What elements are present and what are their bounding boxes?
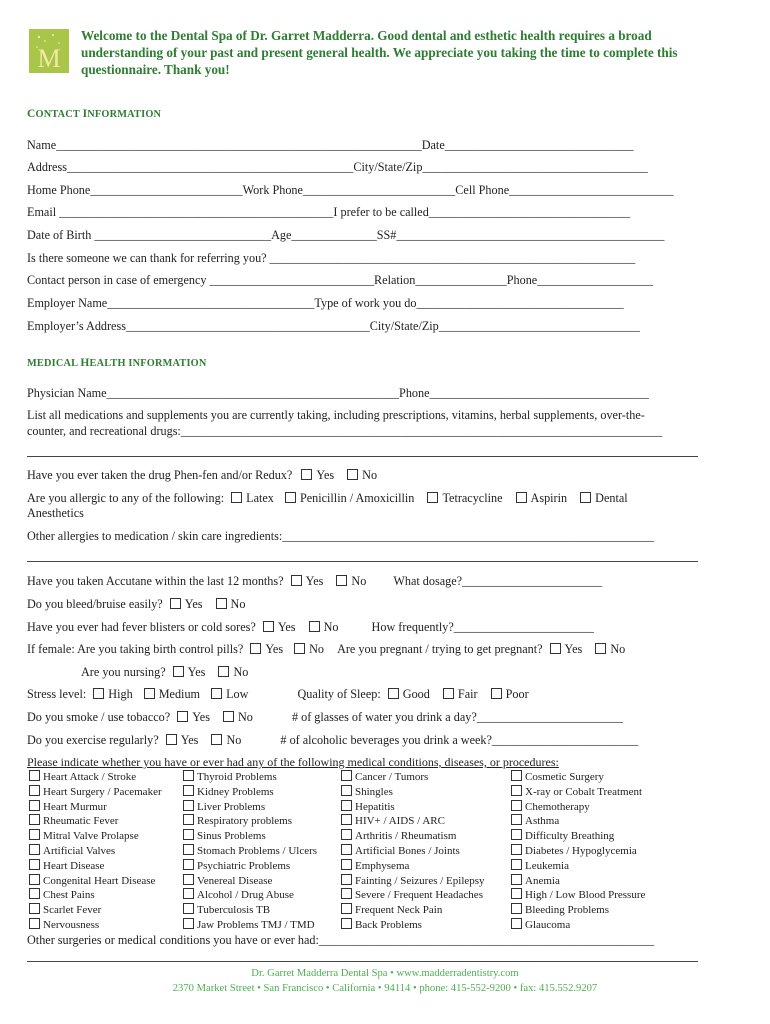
condition-item[interactable] bbox=[29, 800, 162, 815]
medical-health-heading: MEDICAL HEALTH INFORMATION bbox=[27, 357, 207, 369]
condition-checkbox[interactable] bbox=[183, 874, 194, 885]
condition-checkbox[interactable] bbox=[341, 785, 352, 796]
other-surgeries-row[interactable]: Other surgeries or medical conditions you have or ever had:_______________________________________________________ bbox=[27, 933, 655, 947]
surgeries-blank-line[interactable] bbox=[27, 961, 698, 962]
condition-checkbox[interactable] bbox=[341, 874, 352, 885]
pregnant-yes-checkbox[interactable] bbox=[550, 643, 561, 654]
smoke-no-checkbox[interactable] bbox=[223, 711, 234, 722]
frequency-field[interactable]: How frequently?_______________________ bbox=[371, 620, 594, 634]
condition-label: Jaw Problems TMJ / TMD bbox=[197, 918, 315, 931]
stress-low-checkbox[interactable] bbox=[211, 688, 222, 699]
condition-label: Back Problems bbox=[355, 918, 422, 931]
medications-line-1: List all medications and supplements you are currently taking, including prescriptions, vitamins, herbal supplements, over-the- bbox=[27, 408, 645, 422]
penicillin-checkbox[interactable] bbox=[285, 492, 296, 503]
condition-label: Thyroid Problems bbox=[197, 771, 277, 783]
condition-item[interactable] bbox=[29, 785, 162, 800]
tetracycline-checkbox[interactable] bbox=[427, 492, 438, 503]
condition-checkbox[interactable] bbox=[29, 903, 40, 914]
condition-label: Mitral Valve Prolapse bbox=[43, 830, 139, 843]
stress-high-checkbox[interactable] bbox=[93, 688, 104, 699]
smoke-row: Do you smoke / use tobacco? Yes No # of glasses of water you drink a day?________________________ bbox=[27, 710, 623, 724]
condition-label: Venereal Disease bbox=[197, 874, 273, 887]
condition-label: Chest Pains bbox=[43, 889, 95, 902]
contact-information-heading: CONTACT INFORMATION bbox=[27, 108, 162, 120]
condition-label: Artificial Bones / Joints bbox=[355, 844, 460, 857]
condition-item[interactable] bbox=[29, 844, 162, 859]
condition-label: Difficulty Breathing bbox=[525, 830, 615, 843]
condition-label: HIV+ / AIDS / ARC bbox=[355, 815, 445, 828]
condition-checkbox[interactable] bbox=[183, 785, 194, 796]
accutane-no-checkbox[interactable] bbox=[336, 575, 347, 586]
condition-label: Scarlet Fever bbox=[43, 904, 102, 917]
sleep-fair-checkbox[interactable] bbox=[443, 688, 454, 699]
condition-item[interactable] bbox=[183, 859, 317, 874]
conditions-column-4 bbox=[511, 770, 645, 933]
condition-checkbox[interactable] bbox=[183, 844, 194, 855]
spa-logo bbox=[29, 29, 69, 73]
condition-label: Leukemia bbox=[525, 859, 569, 872]
medications-line-2[interactable]: counter, and recreational drugs:_______________________________________________________________________________ bbox=[27, 424, 663, 438]
condition-label: X-ray or Cobalt Treatment bbox=[525, 785, 643, 798]
condition-checkbox[interactable] bbox=[183, 814, 194, 825]
latex-checkbox[interactable] bbox=[231, 492, 242, 503]
emergency-contact-row[interactable]: Contact person in case of emergency ___________________________Relation_______________Phone___________________ bbox=[27, 273, 654, 287]
condition-label: Alcohol / Drug Abuse bbox=[197, 889, 294, 902]
condition-label: Heart Surgery / Pacemaker bbox=[43, 785, 162, 798]
condition-label: Glaucoma bbox=[525, 918, 571, 931]
exercise-no-checkbox[interactable] bbox=[211, 734, 222, 745]
condition-item[interactable] bbox=[511, 844, 645, 859]
water-field[interactable]: # of glasses of water you drink a day?________________________ bbox=[291, 710, 623, 724]
birth-control-row: If female: Are you taking birth control pills? Yes No Are you pregnant / trying to get pregnant? Yes No bbox=[27, 642, 626, 656]
condition-item[interactable] bbox=[511, 859, 645, 874]
condition-label: Psychiatric Problems bbox=[197, 859, 291, 872]
condition-checkbox[interactable] bbox=[341, 770, 352, 781]
condition-label: Heart Attack / Stroke bbox=[43, 771, 137, 783]
medications-blank-line[interactable] bbox=[27, 456, 698, 457]
condition-label: Fainting / Seizures / Epilepsy bbox=[355, 874, 485, 887]
condition-item[interactable] bbox=[29, 874, 162, 889]
nursing-no-checkbox[interactable] bbox=[218, 666, 229, 677]
condition-label: Frequent Neck Pain bbox=[355, 904, 443, 917]
phen-fen-row: Have you ever taken the drug Phen-fen and/or Redux? Yes No bbox=[27, 468, 378, 482]
condition-item[interactable] bbox=[341, 918, 485, 933]
dosage-field[interactable]: What dosage?_______________________ bbox=[393, 574, 603, 588]
bleed-row: Do you bleed/bruise easily? Yes No bbox=[27, 597, 246, 611]
condition-item[interactable] bbox=[341, 888, 485, 903]
condition-checkbox[interactable] bbox=[511, 918, 522, 929]
condition-item[interactable] bbox=[183, 918, 317, 933]
condition-label: Anemia bbox=[525, 874, 560, 887]
condition-item[interactable] bbox=[341, 814, 485, 829]
condition-checkbox[interactable] bbox=[183, 888, 194, 899]
condition-checkbox[interactable] bbox=[29, 829, 40, 840]
bleed-yes-checkbox[interactable] bbox=[170, 598, 181, 609]
condition-label: Heart Murmur bbox=[43, 800, 107, 813]
condition-item[interactable] bbox=[341, 829, 485, 844]
condition-checkbox[interactable] bbox=[511, 874, 522, 885]
condition-item[interactable] bbox=[183, 800, 317, 815]
conditions-intro: Please indicate whether you have or ever had any of the following medical conditions, diseases, or procedures: bbox=[27, 755, 559, 769]
condition-item[interactable] bbox=[29, 918, 162, 933]
condition-checkbox[interactable] bbox=[341, 903, 352, 914]
accutane-yes-checkbox[interactable] bbox=[291, 575, 302, 586]
blisters-row: Have you ever had fever blisters or cold sores? Yes No How frequently?_______________________ bbox=[27, 620, 594, 634]
condition-checkbox[interactable] bbox=[29, 844, 40, 855]
condition-checkbox[interactable] bbox=[511, 844, 522, 855]
condition-item[interactable] bbox=[341, 844, 485, 859]
other-allergies-row[interactable]: Other allergies to medication / skin care ingredients:_____________________________________________________________ bbox=[27, 529, 655, 543]
logo-graphic bbox=[29, 29, 69, 73]
condition-item[interactable] bbox=[341, 770, 485, 785]
condition-label: Liver Problems bbox=[197, 800, 266, 813]
condition-item[interactable] bbox=[29, 903, 162, 918]
condition-item[interactable] bbox=[341, 874, 485, 889]
birth-control-no-checkbox[interactable] bbox=[294, 643, 305, 654]
logo-letter: M bbox=[37, 44, 61, 73]
stress-medium-checkbox[interactable] bbox=[144, 688, 155, 699]
condition-label: Cosmetic Surgery bbox=[525, 771, 604, 783]
condition-checkbox[interactable] bbox=[183, 918, 194, 929]
condition-checkbox[interactable] bbox=[29, 874, 40, 885]
condition-label: Heart Disease bbox=[43, 859, 105, 872]
blisters-no-checkbox[interactable] bbox=[309, 621, 320, 632]
condition-checkbox[interactable] bbox=[29, 800, 40, 811]
condition-checkbox[interactable] bbox=[29, 785, 40, 796]
sleep-poor-checkbox[interactable] bbox=[491, 688, 502, 699]
condition-item[interactable] bbox=[183, 903, 317, 918]
condition-label: Stomach Problems / Ulcers bbox=[197, 844, 318, 857]
condition-item[interactable] bbox=[29, 859, 162, 874]
condition-item[interactable] bbox=[341, 785, 485, 800]
condition-label: Bleeding Problems bbox=[525, 904, 610, 917]
condition-item[interactable] bbox=[341, 859, 485, 874]
conditions-column-1 bbox=[29, 770, 162, 933]
condition-checkbox[interactable] bbox=[511, 770, 522, 781]
condition-checkbox[interactable] bbox=[341, 888, 352, 899]
condition-checkbox[interactable] bbox=[341, 800, 352, 811]
phones-row[interactable]: Home Phone_________________________Work Phone_________________________Cell Phone___________________________ bbox=[27, 183, 674, 197]
condition-item[interactable] bbox=[511, 829, 645, 844]
condition-checkbox[interactable] bbox=[341, 844, 352, 855]
condition-checkbox[interactable] bbox=[511, 903, 522, 914]
dental-checkbox[interactable] bbox=[580, 492, 591, 503]
nursing-yes-checkbox[interactable] bbox=[173, 666, 184, 677]
condition-label: Hepatitis bbox=[355, 800, 395, 813]
condition-label: Artificial Valves bbox=[43, 844, 116, 857]
condition-checkbox[interactable] bbox=[183, 903, 194, 914]
pregnant-no-checkbox[interactable] bbox=[595, 643, 606, 654]
conditions-column-3 bbox=[341, 770, 485, 933]
sleep-good-checkbox[interactable] bbox=[388, 688, 399, 699]
condition-checkbox[interactable] bbox=[511, 785, 522, 796]
smoke-yes-checkbox[interactable] bbox=[177, 711, 188, 722]
employer-address-row[interactable]: Employer’s Address________________________________________City/State/Zip_________________________________ bbox=[27, 319, 640, 333]
condition-checkbox[interactable] bbox=[511, 888, 522, 899]
condition-checkbox[interactable] bbox=[183, 800, 194, 811]
condition-item[interactable] bbox=[183, 844, 317, 859]
condition-item[interactable] bbox=[183, 814, 317, 829]
email-row[interactable]: Email _____________________________________________I prefer to be called_________________________________ bbox=[27, 205, 630, 219]
condition-checkbox[interactable] bbox=[29, 859, 40, 870]
welcome-message: Welcome to the Dental Spa of Dr. Garret Madderra. Good dental and esthetic health requires a broad understanding of your past and present general health. We appreciate you taking the time to complete this questionnaire. Thank you! bbox=[81, 28, 678, 77]
condition-label: High / Low Blood Pressure bbox=[525, 889, 646, 902]
condition-item[interactable] bbox=[341, 903, 485, 918]
allergies-blank-line[interactable] bbox=[27, 561, 698, 562]
condition-checkbox[interactable] bbox=[29, 918, 40, 929]
condition-label: Asthma bbox=[525, 815, 560, 828]
footer-line-1: Dr. Garret Madderra Dental Spa • www.madderradentistry.com bbox=[251, 968, 519, 979]
physician-row[interactable]: Physician Name________________________________________________Phone____________________________________ bbox=[27, 386, 649, 400]
referral-row[interactable]: Is there someone we can thank for referring you? ____________________________________________________________ bbox=[27, 251, 636, 265]
condition-item[interactable] bbox=[511, 918, 645, 933]
condition-checkbox[interactable] bbox=[511, 829, 522, 840]
alcohol-field[interactable]: # of alcoholic beverages you drink a week?________________________ bbox=[280, 733, 639, 747]
condition-label: Kidney Problems bbox=[197, 785, 274, 798]
condition-checkbox[interactable] bbox=[29, 814, 40, 825]
anesthetics-label: Anesthetics bbox=[27, 506, 84, 520]
condition-checkbox[interactable] bbox=[341, 814, 352, 825]
exercise-row: Do you exercise regularly? Yes No # of alcoholic beverages you drink a week?________________________ bbox=[27, 733, 639, 747]
phen-fen-yes-checkbox[interactable] bbox=[301, 469, 312, 480]
nursing-row: Are you nursing? Yes No bbox=[81, 665, 249, 679]
condition-label: Shingles bbox=[355, 785, 393, 798]
condition-label: Congenital Heart Disease bbox=[43, 874, 156, 887]
condition-item[interactable] bbox=[341, 800, 485, 815]
condition-checkbox[interactable] bbox=[341, 829, 352, 840]
employer-row[interactable]: Employer Name__________________________________Type of work you do__________________________________ bbox=[27, 296, 624, 310]
condition-item[interactable] bbox=[511, 903, 645, 918]
condition-item[interactable] bbox=[511, 785, 645, 800]
blisters-yes-checkbox[interactable] bbox=[263, 621, 274, 632]
accutane-row: Have you taken Accutane within the last 12 months? Yes No What dosage?_______________________ bbox=[27, 574, 603, 588]
footer-line-2: 2370 Market Street • San Francisco • California • 94114 • phone: 415-552-9200 • fax: 415.552.9207 bbox=[172, 983, 598, 994]
condition-item[interactable] bbox=[511, 800, 645, 815]
condition-label: Rheumatic Fever bbox=[43, 815, 119, 828]
condition-label: Emphysema bbox=[355, 859, 410, 872]
phen-fen-no-checkbox[interactable] bbox=[347, 469, 358, 480]
condition-item[interactable] bbox=[183, 829, 317, 844]
condition-label: Arthritis / Rheumatism bbox=[355, 830, 457, 843]
conditions-column-2 bbox=[183, 770, 317, 933]
condition-label: Sinus Problems bbox=[197, 830, 266, 843]
condition-checkbox[interactable] bbox=[511, 800, 522, 811]
condition-checkbox[interactable] bbox=[183, 829, 194, 840]
condition-checkbox[interactable] bbox=[29, 888, 40, 899]
condition-item[interactable] bbox=[511, 770, 645, 785]
condition-item[interactable] bbox=[29, 888, 162, 903]
condition-item[interactable] bbox=[29, 814, 162, 829]
allergy-row: Are you allergic to any of the following: Latex Penicillin / Amoxicillin Tetracycline Aspirin Dental bbox=[27, 491, 628, 505]
condition-checkbox[interactable] bbox=[183, 770, 194, 781]
stress-row: Stress level: High Medium Low Quality of Sleep: Good Fair Poor bbox=[27, 687, 529, 701]
condition-label: Cancer / Tumors bbox=[355, 771, 429, 783]
condition-item[interactable] bbox=[511, 814, 645, 829]
condition-item[interactable] bbox=[183, 770, 317, 785]
condition-checkbox[interactable] bbox=[511, 859, 522, 870]
condition-checkbox[interactable] bbox=[511, 814, 522, 825]
exercise-yes-checkbox[interactable] bbox=[166, 734, 177, 745]
condition-label: Respiratory problems bbox=[197, 815, 293, 828]
condition-checkbox[interactable] bbox=[341, 859, 352, 870]
condition-label: Chemotherapy bbox=[525, 800, 590, 813]
condition-checkbox[interactable] bbox=[183, 859, 194, 870]
condition-item[interactable] bbox=[29, 770, 162, 785]
condition-item[interactable] bbox=[183, 888, 317, 903]
dob-row[interactable]: Date of Birth _____________________________Age______________SS#____________________________________________ bbox=[27, 228, 665, 242]
condition-item[interactable] bbox=[29, 829, 162, 844]
aspirin-checkbox[interactable] bbox=[516, 492, 527, 503]
condition-item[interactable] bbox=[183, 874, 317, 889]
address-row[interactable]: Address_______________________________________________City/State/Zip_____________________________________ bbox=[27, 160, 648, 174]
condition-checkbox[interactable] bbox=[29, 770, 40, 781]
condition-label: Diabetes / Hypoglycemia bbox=[525, 844, 637, 857]
condition-item[interactable] bbox=[511, 888, 645, 903]
condition-label: Severe / Frequent Headaches bbox=[355, 889, 483, 902]
bleed-no-checkbox[interactable] bbox=[216, 598, 227, 609]
condition-checkbox[interactable] bbox=[341, 918, 352, 929]
phen-fen-question: Have you ever taken the drug Phen-fen and/or Redux? bbox=[27, 468, 293, 482]
condition-label: Tuberculosis TB bbox=[197, 904, 271, 917]
condition-item[interactable] bbox=[183, 785, 317, 800]
birth-control-yes-checkbox[interactable] bbox=[250, 643, 261, 654]
name-date-row[interactable]: Name____________________________________________________________Date_______________________________ bbox=[27, 138, 634, 152]
condition-item[interactable] bbox=[511, 874, 645, 889]
condition-label: Nervousness bbox=[43, 918, 100, 931]
